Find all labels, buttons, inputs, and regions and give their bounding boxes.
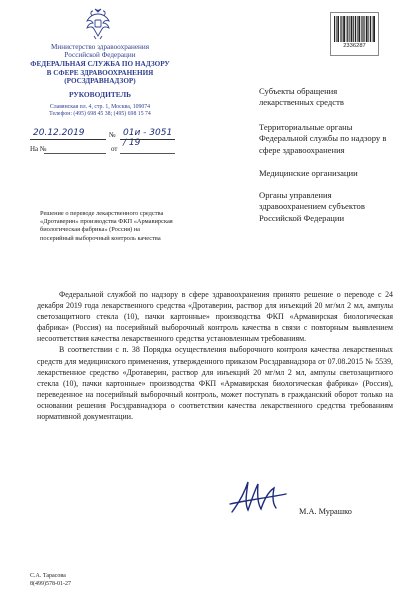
ministry-line-2: Российской Федерации: [64, 51, 136, 59]
number-underline: [120, 139, 175, 140]
reference-date-label: от: [111, 145, 118, 153]
recipient-block-2: [259, 122, 386, 156]
recipient-line: сфере здравоохранения: [259, 144, 345, 155]
number-sign: №: [109, 131, 116, 139]
reference-line: [30, 145, 175, 155]
registration-line: [30, 128, 175, 148]
ministry-name: [30, 43, 170, 59]
signature-icon: [228, 474, 288, 519]
recipient-block-4: [259, 190, 365, 224]
body-paragraph-1: Федеральной службой по надзору в сфере здравоохранения принято решение о переводе с 24 декабря 2019 года лекарственного средства «Дротаверин, раствор для инъекций 20 мг/мл 2 мл, ампулы светозащитного стекла (10), пачки картонные» производства ФКП «Армавирская биологическая фабрика» (Россия) на посерийный выборочный контроль качества в связи с повторным выявлением несоответствия качества лекарственного средства установленным требованиям.: [37, 290, 393, 344]
barcode-number: 2336287: [343, 43, 366, 49]
recipient-line: Территориальные органы: [259, 122, 353, 132]
recipient-line: Федеральной службы по надзору в: [259, 133, 387, 144]
recipient-line: лекарственных средств: [259, 97, 344, 108]
reference-date-underline: [120, 153, 175, 154]
recipient-block-1: [259, 86, 344, 109]
executor-info: [30, 573, 71, 588]
emblem-icon: [84, 8, 112, 40]
address-line-1: Славянская пл. 4, стр. 1, Москва, 109074: [49, 104, 151, 110]
recipient-line: Субъекты обращения: [259, 86, 338, 96]
executor-phone: 8(499)578-01-27: [30, 580, 71, 587]
registration-date: 20.12.2019: [33, 128, 85, 138]
letter-body: [37, 289, 393, 422]
agency-name: [30, 60, 170, 86]
body-paragraph-2: В соответствии с п. 38 Порядка осуществления выборочного контроля качества лекарственных средств для медицинского применения, утвержденного приказом Росздравнадзора от 07.08.2015 № 5539, лекарственное средство «Дротаверин, раствор для инъекций 20 мг/мл 2 мл, ампулы светозащитного стекла (10), пачки картонные» производства ФКП «Армавирская биологическая фабрика» (Россия), переведенное на посерийный выборочный контроль, может поступать в гражданский оборот только на основании решения Росздравнадзора о соответствии качества лекарственного средства требованиям нормативной документации.: [37, 345, 393, 422]
reference-underline: [44, 153, 106, 154]
letter-subject: Решение о переводе лекарственного средства «Дротаверин» производства ФКП «Армавирская биологическая фабрика» (Россия) на посерийный выборочный контроль качества: [40, 210, 173, 242]
recipient-line: Российской Федерации: [259, 212, 345, 223]
recipient-line: Органы управления: [259, 190, 332, 200]
agency-line-1: ФЕДЕРАЛЬНАЯ СЛУЖБА ПО НАДЗОРУ: [30, 60, 170, 68]
signatory-name: М.А. Мурашко: [299, 507, 352, 516]
reference-label: На №: [30, 145, 47, 153]
agency-line-3: (РОСЗДРАВНАДЗОР): [64, 77, 136, 86]
barcode-icon: [334, 16, 375, 42]
recipient-line: Медицинские организации: [259, 168, 358, 178]
date-underline: [30, 139, 106, 140]
executor-name: С.А. Тарасова: [30, 573, 66, 579]
address-line-2: Телефон: (495) 698 45 38; (495) 698 15 74: [49, 111, 151, 118]
agency-address: [30, 104, 170, 119]
recipient-line: здравоохранением субъектов: [259, 201, 365, 212]
agency-line-2: В СФЕРЕ ЗДРАВООХРАНЕНИЯ: [46, 68, 154, 77]
department-title: РУКОВОДИТЕЛЬ: [69, 90, 131, 99]
ministry-line-1: Министерство здравоохранения: [50, 43, 150, 51]
recipient-block-3: [259, 168, 358, 179]
registration-number: 01и - 3051 / 19: [123, 128, 173, 148]
barcode-sticker: [330, 12, 379, 56]
